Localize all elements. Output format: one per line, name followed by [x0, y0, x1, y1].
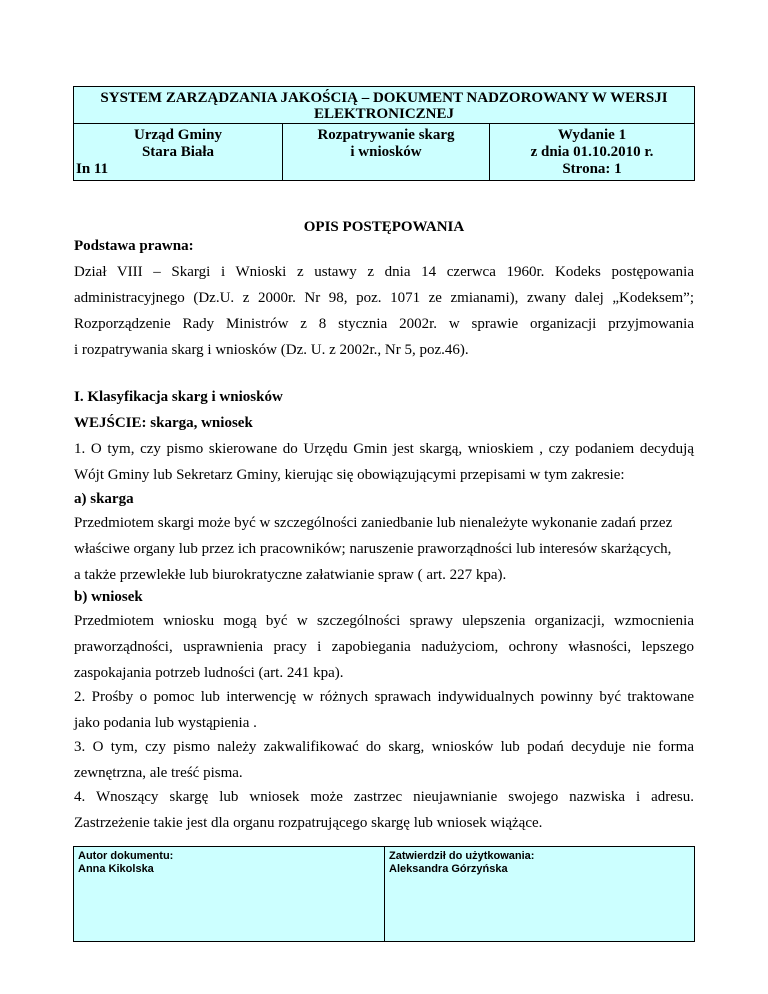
subject-line2: i wniosków — [350, 144, 422, 160]
author-label: Autor dokumentu: — [78, 850, 174, 862]
legal-basis-heading: Podstawa prawna: — [74, 238, 194, 254]
subsection-heading-complaint: a) skarga — [74, 491, 134, 507]
approver-label: Zatwierdził do użytkowania: — [389, 850, 535, 862]
header-office-cell — [74, 124, 283, 181]
legal-basis-line: i rozpatrywania skarg i wniosków (Dz. U. z 2002r., Nr 5, poz.46). — [74, 342, 469, 358]
paragraph-line: Przedmiotem skargi może być w szczególności zaniedbanie lub nienależyte wykonanie zadań przez — [74, 515, 673, 531]
legal-basis-line: Rozporządzenie Rady Ministrów z 8 stycznia 2002r. w sprawie organizacji przyjmowania — [74, 316, 694, 332]
paragraph-line: a także przewlekłe lub biurokratyczne załatwianie spraw ( art. 227 kpa). — [74, 567, 507, 583]
paragraph-line: 4. Wnoszący skargę lub wniosek może zastrzec nieujawnianie swojego nazwiska i adresu. — [74, 789, 694, 805]
subject-line1: Rozpatrywanie skarg — [317, 127, 455, 143]
office-location: Stara Biała — [141, 144, 215, 160]
page-number: Strona: 1 — [562, 161, 622, 177]
paragraph-line: zewnętrzna, ale treść pisma. — [74, 765, 243, 781]
input-label: WEJŚCIE: skarga, wniosek — [74, 415, 253, 431]
edition-number: Wydanie 1 — [557, 127, 627, 143]
paragraph-line: właściwe organy lub przez ich pracowników; naruszenie praworządności lub interesów skarżących, — [74, 541, 672, 557]
office-name: Urząd Gminy — [134, 127, 222, 143]
paragraph-line: praworządności, usprawnienia pracy i zapobiegania nadużyciom, ochrony własności, lepszego — [74, 639, 694, 655]
edition-date: z dnia 01.10.2010 r. — [530, 144, 654, 160]
header-title-line1: SYSTEM ZARZĄDZANIA JAKOŚCIĄ – DOKUMENT NADZOROWANY W WERSJI — [100, 90, 668, 106]
paragraph-line: Wójt Gminy lub Sekretarz Gminy, kierując się obowiązującymi przepisami w tym zakresie: — [74, 467, 625, 483]
document-title: OPIS POSTĘPOWANIA — [303, 219, 465, 235]
header-title-line2: ELEKTRONICZNEJ — [313, 106, 455, 122]
document-footer-table — [73, 846, 695, 942]
approver-name: Aleksandra Górzyńska — [389, 863, 508, 875]
legal-basis-line: administracyjnego (Dz.U. z 2000r. Nr 98, poz. 1071 ze zmianami), zwany dalej „Kodeksem”; — [74, 290, 694, 306]
legal-basis-line: Dział VIII – Skargi i Wnioski z ustawy z dnia 14 czerwca 1960r. Kodeks postępowania — [74, 264, 694, 280]
paragraph-line: zaspokajania potrzeb ludności (art. 241 kpa). — [74, 665, 344, 681]
document-header-table — [73, 86, 695, 181]
author-cell — [74, 847, 385, 942]
subsection-heading-request: b) wniosek — [74, 589, 143, 605]
paragraph-line: Zastrzeżenie takie jest dla organu rozpatrującego skargę lub wniosek wiążące. — [74, 815, 543, 831]
paragraph-line: Przedmiotem wniosku mogą być w szczególności sprawy ulepszenia organizacji, wzmocnienia — [74, 613, 694, 629]
author-name: Anna Kikolska — [78, 863, 154, 875]
header-title — [74, 87, 695, 124]
paragraph-line: 2. Prośby o pomoc lub interwencję w różnych sprawach indywidualnych powinny być traktowane — [74, 689, 694, 705]
section-heading: I. Klasyfikacja skarg i wniosków — [74, 389, 283, 405]
paragraph-line: 1. O tym, czy pismo skierowane do Urzędu Gmin jest skargą, wnioskiem , czy podaniem decydują — [74, 441, 694, 457]
approver-cell — [385, 847, 695, 942]
paragraph-line: 3. O tym, czy pismo należy zakwalifikować do skarg, wniosków lub podań decyduje nie forma — [74, 739, 694, 755]
header-edition-cell — [490, 124, 695, 181]
document-code: In 11 — [76, 161, 109, 177]
header-subject-cell — [283, 124, 490, 181]
paragraph-line: jako podania lub wystąpienia . — [74, 715, 257, 731]
